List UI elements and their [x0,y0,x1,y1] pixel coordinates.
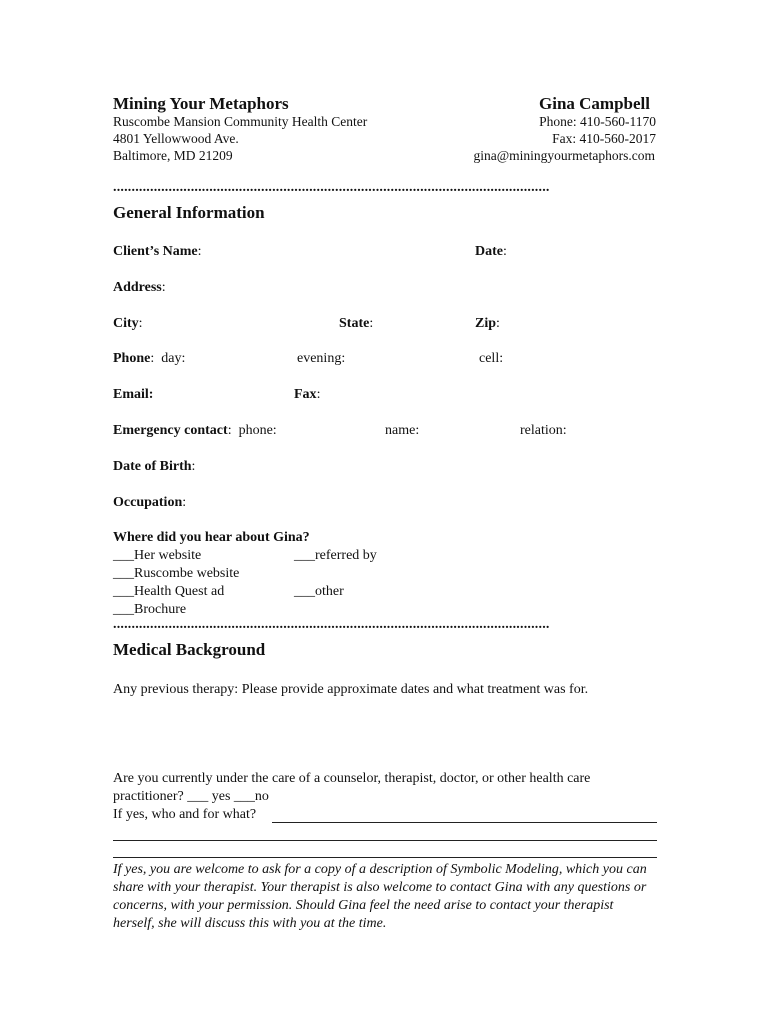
occupation-label: Occupation [113,495,183,510]
referral-question: Where did you hear about Gina? [113,530,310,545]
dob-field[interactable]: Date of Birth: [113,459,196,474]
care-question-line2[interactable]: practitioner? ___ yes ___no [113,789,269,804]
section-title-general: General Information [113,203,265,222]
client-name-label: Client’s Name [113,244,198,259]
phone-evening-label: evening: [297,351,346,366]
referral-option-website[interactable]: ___Her website [113,548,202,563]
if-yes-label: If yes, who and for what? [113,807,257,822]
client-name-field[interactable]: Client’s Name: [113,244,202,259]
phone-label: Phone [113,351,151,366]
address-field[interactable]: Address: [113,280,166,295]
address-label: Address [113,280,162,295]
section-title-medical: Medical Background [113,640,266,659]
date-field[interactable]: Date: [475,244,507,259]
referral-option-brochure[interactable]: ___Brochure [113,602,187,617]
care-question-line1: Are you currently under the care of a counselor, therapist, doctor, or other health care [113,771,591,786]
dotted-separator: ...................................................................................................................... [113,180,550,195]
occupation-field[interactable]: Occupation: [113,495,187,510]
fax-field[interactable]: Fax: [294,387,321,402]
org-address-line1: Ruscombe Mansion Community Health Center [113,114,368,129]
fax-label: Fax [294,387,317,402]
previous-therapy-prompt: Any previous therapy: Please provide approximate dates and what treatment was for. [113,682,589,697]
emergency-phone-label: phone: [238,423,277,438]
zip-field[interactable]: Zip: [475,316,500,331]
referral-option-referred[interactable]: ___referred by [294,548,377,563]
state-label: State [339,316,370,331]
contact-phone: Phone: 410-560-1170 [539,114,656,129]
org-address-line2: 4801 Yellowwood Ave. [113,131,239,146]
answer-line-1[interactable] [272,822,657,823]
therapist-note: If yes, you are welcome to ask for a copy of a description of Symbolic Modeling, which you can share with your therapist. Your therapist is also welcome to contact Gina with any questions or concerns, with your permission. Should Gina feel the need arise to contact your therapist herself, she will discuss this with you at the time. [113,862,647,931]
phone-cell-field[interactable] [479,351,503,367]
emergency-contact-label: Emergency contact [113,423,228,438]
phone-day-field[interactable]: Phone: day: [113,351,186,366]
emergency-name-label: name: [385,423,420,438]
emergency-name-field[interactable] [385,423,419,439]
dotted-separator-2: ...................................................................................................................... [113,617,550,632]
org-name: Mining Your Metaphors [113,94,289,113]
date-label: Date [475,244,503,259]
answer-line-2[interactable] [113,840,657,841]
person-name: Gina Campbell [539,94,650,113]
referral-option-healthquest[interactable]: ___Health Quest ad [113,584,225,599]
contact-fax: Fax: 410-560-2017 [552,131,656,146]
contact-email: gina@miningyourmetaphors.com [473,148,655,163]
state-field[interactable]: State: [339,316,374,331]
phone-day-label: day: [161,351,186,366]
emergency-phone-field[interactable]: Emergency contact: phone: [113,423,277,438]
city-field[interactable]: City: [113,316,143,331]
org-address-line3: Baltimore, MD 21209 [113,148,233,163]
emergency-relation-field[interactable] [520,423,567,439]
emergency-relation-label: relation: [520,423,567,438]
zip-label: Zip [475,316,497,331]
email-label[interactable]: Email: [113,387,154,402]
city-label: City [113,316,139,331]
phone-cell-label: cell: [479,351,504,366]
referral-option-ruscombe[interactable]: ___Ruscombe website [113,566,240,581]
phone-evening-field[interactable] [297,351,345,367]
answer-line-3[interactable] [113,857,657,858]
dob-label: Date of Birth [113,459,192,474]
referral-option-other[interactable]: ___other [294,584,344,599]
